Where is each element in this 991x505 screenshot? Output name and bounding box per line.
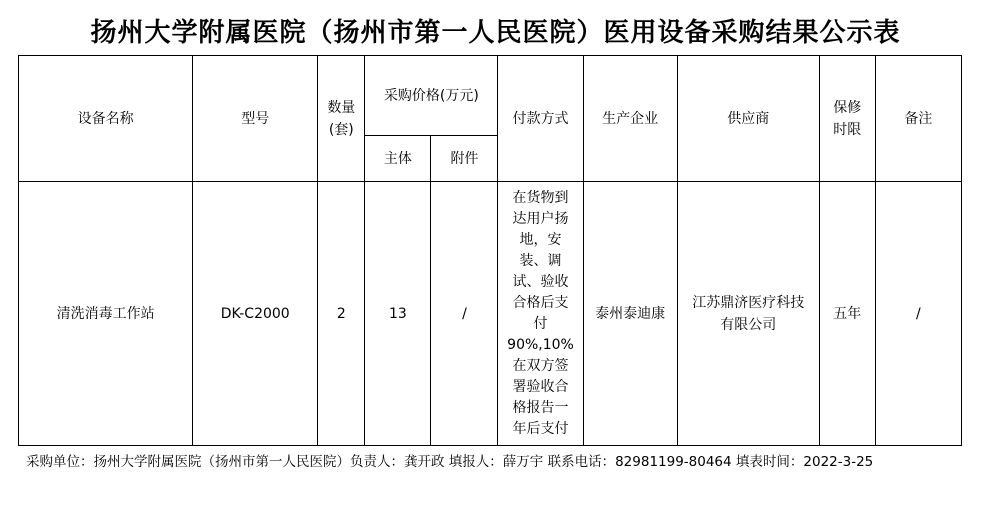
page-title: 扬州大学附属医院（扬州市第一人民医院）医用设备采购结果公示表 (90, 18, 901, 48)
cell-remarks: / (875, 182, 961, 446)
header-row (19, 56, 962, 136)
header-price-main: 主体 (365, 136, 431, 182)
cell-price-main: 13 (365, 182, 431, 446)
header-remarks: 备注 (875, 56, 961, 182)
header-model: 型号 (193, 56, 318, 182)
header-manufacturer: 生产企业 (583, 56, 677, 182)
cell-manufacturer: 泰州泰迪康 (583, 182, 677, 446)
header-payment: 付款方式 (498, 56, 583, 182)
header-supplier: 供应商 (677, 56, 819, 182)
header-warranty: 保修时限 (819, 56, 875, 182)
cell-payment: 在货物到达用户扬地，安装、调试、验收合格后支付 90%,10%在双方签署验收合格报告一年后支付 (498, 182, 583, 446)
cell-price-accessory: / (431, 182, 498, 446)
cell-supplier: 江苏鼎济医疗科技有限公司 (677, 182, 819, 446)
header-price-accessory: 附件 (431, 136, 498, 182)
cell-warranty: 五年 (819, 182, 875, 446)
table-row (19, 182, 962, 446)
cell-quantity: 2 (318, 182, 365, 446)
cell-model: DK-C2000 (193, 182, 318, 446)
header-quantity: 数量(套) (318, 56, 365, 182)
header-price-group: 采购价格(万元) (365, 56, 498, 136)
cell-device-name: 清洗消毒工作站 (19, 182, 193, 446)
procurement-table (18, 55, 962, 446)
footer-info: 采购单位：扬州大学附属医院（扬州市第一人民医院）负责人：龚开政 填报人：薛万宇 联系电话：82981199-80464 填表时间：2022-3-25 (26, 454, 874, 470)
header-device-name: 设备名称 (19, 56, 193, 182)
